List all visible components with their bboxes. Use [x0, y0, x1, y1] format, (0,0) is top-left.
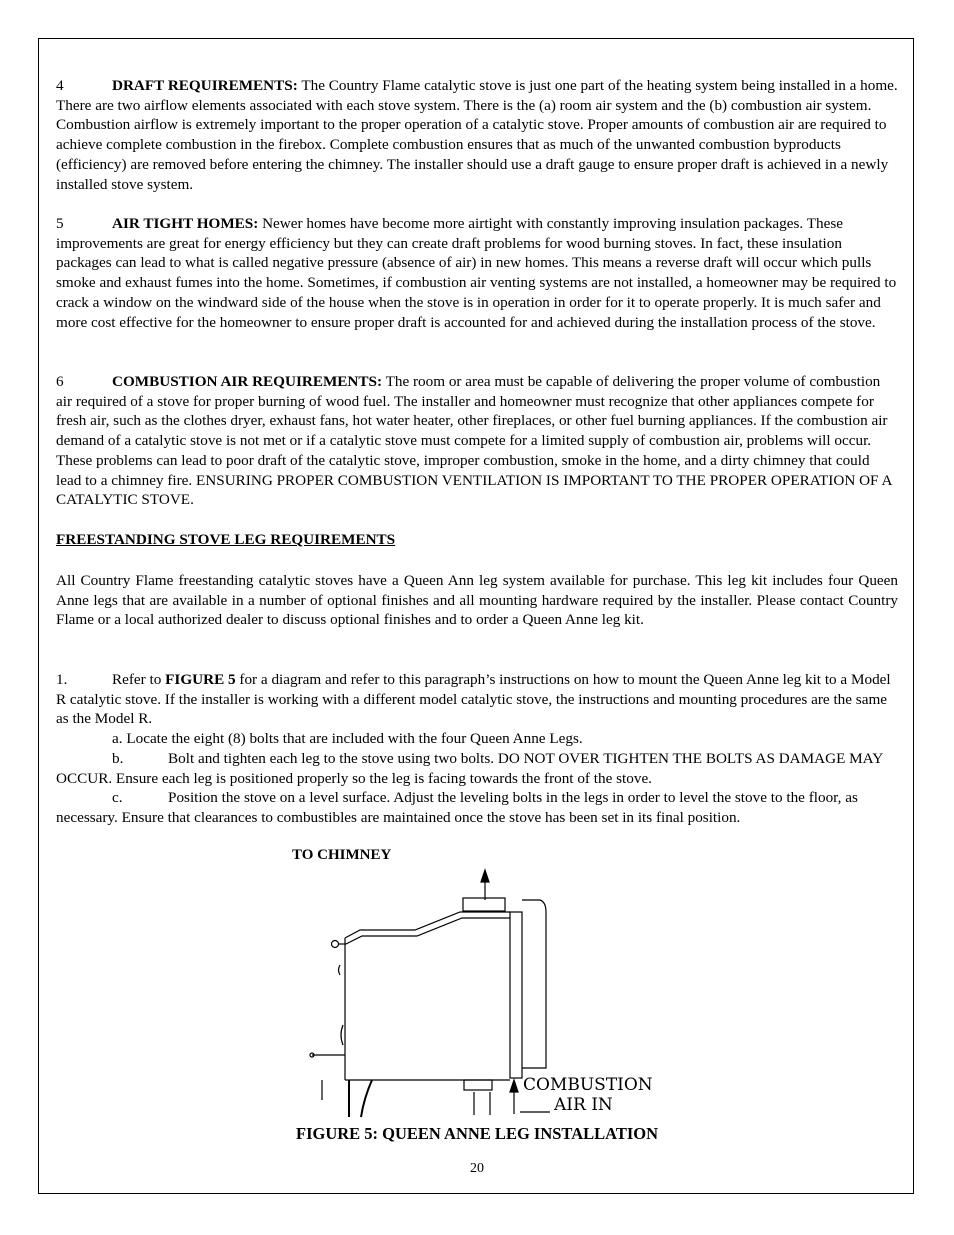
- legs-step-a: [56, 729, 898, 749]
- combustion-label-line1: COMBUSTION: [523, 1075, 653, 1095]
- section-heading: DRAFT REQUIREMENTS:: [112, 77, 298, 94]
- door-latch: [341, 1025, 343, 1045]
- section-number: 4: [56, 77, 64, 94]
- section-heading: AIR TIGHT HOMES:: [112, 215, 259, 232]
- section-number: 5: [56, 215, 64, 232]
- section-heading: COMBUSTION AIR REQUIREMENTS:: [112, 373, 383, 390]
- combustion-arrow-head: [510, 1080, 518, 1092]
- step-b-text: Bolt and tighten each leg to the stove using two bolts. DO NOT OVER TIGHTEN THE BOLTS AS DAMAGE MAY OCCUR. Ensure each leg is positioned properly so the leg is facing towards the front of the stove.: [56, 750, 883, 787]
- step-letter: b.: [112, 750, 124, 767]
- chimney-arrow-head: [481, 870, 489, 882]
- step-a-text: a. Locate the eight (8) bolts that are included with the four Queen Anne Legs.: [112, 730, 583, 747]
- stove-top-profile: [345, 912, 510, 938]
- section-draft-requirements: [56, 76, 898, 194]
- legs-intro: All Country Flame freestanding catalytic stoves have a Queen Ann leg system available for purchase. This leg kit includes four Queen Anne legs that are available in a number of optional finishes and all mounting hardware required by the installer. Please contact Country Flame or a local authorized dealer to discuss optional finishes and to order a Queen Anne leg kit.: [56, 572, 898, 629]
- flue-collar: [463, 898, 505, 911]
- queen-anne-leg-rear: [361, 1080, 372, 1117]
- section-body: The room or area must be capable of delivering the proper volume of combustion air required of a stove for proper burning of wood fuel. The installer and homeowner must recognize that other appliances compete for fresh air, such as the clothes dryer, exhaust fans, hot water heater, other fireplaces, or other fuel burning appliances. If the combustion air demand of a catalytic stove is not met or if a catalytic stove must compete for a limited supply of combustion air, problems will occur. These problems can lead to poor draft of the catalytic stove, improper combustion, smoke in the home, and a dirty chimney that could lead to a chimney fire. ENSURING PROPER COMBUSTION VENTILATION IS IMPORTANT TO THE PROPER OPERATION OF A CATALYTIC STOVE.: [56, 373, 892, 509]
- section-combustion-air: [56, 372, 898, 510]
- figure-caption: FIGURE 5: QUEEN ANNE LEG INSTALLATION: [296, 1124, 658, 1143]
- section-number: 6: [56, 373, 64, 390]
- legs-step-c: [56, 788, 898, 827]
- section-body: Newer homes have become more airtight with constantly improving insulation packages. These improvements are great for energy efficiency but they can create draft problems for wood burning stoves. In fact, these insulation packages can lead to what is called negative pressure (absence of air) in new homes. This means a reverse draft will occur which pulls smoke and exhaust fumes into the home. Sometimes, if combustion air venting systems are not installed, a homeowner may be required to crack a window on the windward side of the house when the stove is in operation in order for it to operate properly. It is much safer and more cost effective for the homeowner to ensure proper draft is accounted for and achieved during the installation process of the stove.: [56, 215, 897, 331]
- air-inlet-collar: [464, 1080, 492, 1090]
- step-text: Refer to: [112, 671, 166, 688]
- door-hinge: [339, 965, 341, 975]
- page-number: 20: [470, 1161, 484, 1176]
- combustion-label-line2: AIR IN: [554, 1095, 613, 1115]
- heat-shield: [522, 900, 546, 1068]
- step-c-text: Position the stove on a level surface. Adjust the leveling bolts in the legs in order to level the stove to the floor, as necessary. Ensure that clearances to combustibles are maintained once the stove has been set in its final position.: [56, 789, 858, 826]
- legs-heading: [56, 530, 898, 550]
- step-text: for a diagram and refer to this paragraph’s instructions on how to mount the Queen Anne leg kit to a Model R catalytic stove. If the installer is working with a different model catalytic stove, the instructions and mounting procedures are the same as the Model R.: [56, 671, 891, 728]
- handle-knob: [332, 941, 339, 948]
- legs-heading-text: FREESTANDING STOVE LEG REQUIREMENTS: [56, 531, 396, 548]
- step-number: 1.: [56, 671, 68, 688]
- figure-label-combustion-air: [523, 1075, 653, 1115]
- stove-top-inner: [346, 918, 510, 944]
- section-body: The Country Flame catalytic stove is just one part of the heating system being installed in a home. There are two airflow elements associated with each stove system. There is the (a) room air system and the (b) combustion air system. Combustion airflow is extremely important to the proper operation of a catalytic stove. Proper amounts of combustion air are required to achieve complete combustion in the firebox. Complete combustion ensures that as much of the unwanted combustion byproducts (efficiency) are removed before entering the chimney. The installer should use a draft gauge to ensure proper draft is achieved in a newly installed stove system.: [56, 77, 898, 193]
- rear-panel: [510, 912, 522, 1078]
- legs-step-1: [56, 670, 898, 729]
- step-letter: c.: [112, 789, 123, 806]
- section-air-tight-homes: [56, 214, 898, 332]
- figure-label-to-chimney: TO CHIMNEY: [292, 847, 392, 863]
- legs-step-b: [56, 749, 898, 788]
- figure-reference: FIGURE 5: [165, 671, 236, 688]
